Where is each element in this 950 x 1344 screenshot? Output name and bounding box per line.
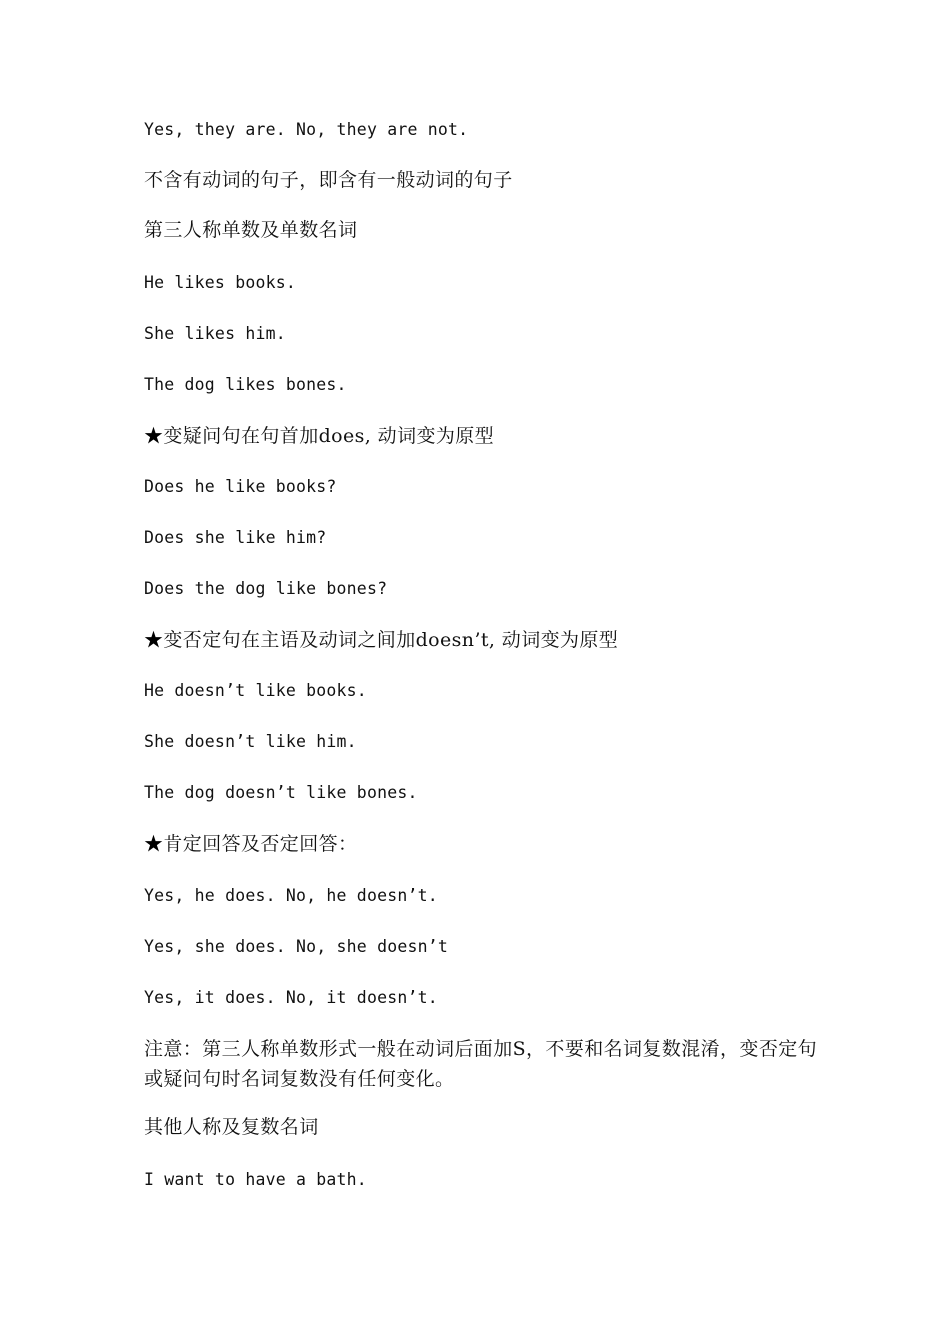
text-line: The dog doesn’t like bones. xyxy=(144,783,418,802)
star-icon: ★ xyxy=(144,425,164,447)
text-line: Yes, she does. No, she doesn’t xyxy=(144,937,449,956)
text-line: Yes, they are. No, they are not. xyxy=(144,120,469,139)
rule-text: 肯定回答及否定回答： xyxy=(163,833,358,855)
text-line: Yes, he does. No, he doesn’t. xyxy=(144,886,438,905)
text-line: The dog likes bones. xyxy=(144,375,347,394)
note-paragraph: 注意：第三人称单数形式一般在动词后面加S，不要和名词复数混淆，变否定句或疑问句时名词复数没有任何变化。 xyxy=(144,1038,818,1090)
section-heading: 其他人称及复数名词 xyxy=(144,1116,319,1138)
text-line: Does she like him? xyxy=(144,528,327,547)
text-line: Yes, it does. No, it doesn’t. xyxy=(144,988,438,1007)
text-line: He likes books. xyxy=(144,273,297,292)
text-line: Does he like books? xyxy=(144,477,337,496)
text-line: 不含有动词的句子，即含有一般动词的句子 xyxy=(144,169,513,191)
rule-line xyxy=(144,629,618,651)
text-line: She likes him. xyxy=(144,324,286,343)
text-line: He doesn’t like books. xyxy=(144,681,367,700)
star-icon: ★ xyxy=(144,833,164,855)
rule-line xyxy=(144,833,357,855)
star-icon: ★ xyxy=(144,629,164,651)
rule-text: 变否定句在主语及动词之间加doesn’t, 动词变为原型 xyxy=(163,629,619,651)
rule-text: 变疑问句在句首加does, 动词变为原型 xyxy=(163,425,495,447)
rule-line xyxy=(144,425,494,447)
section-heading: 第三人称单数及单数名词 xyxy=(144,219,358,241)
text-line: Does the dog like bones? xyxy=(144,579,388,598)
text-line: I want to have a bath. xyxy=(144,1170,367,1189)
text-line: She doesn’t like him. xyxy=(144,732,357,751)
